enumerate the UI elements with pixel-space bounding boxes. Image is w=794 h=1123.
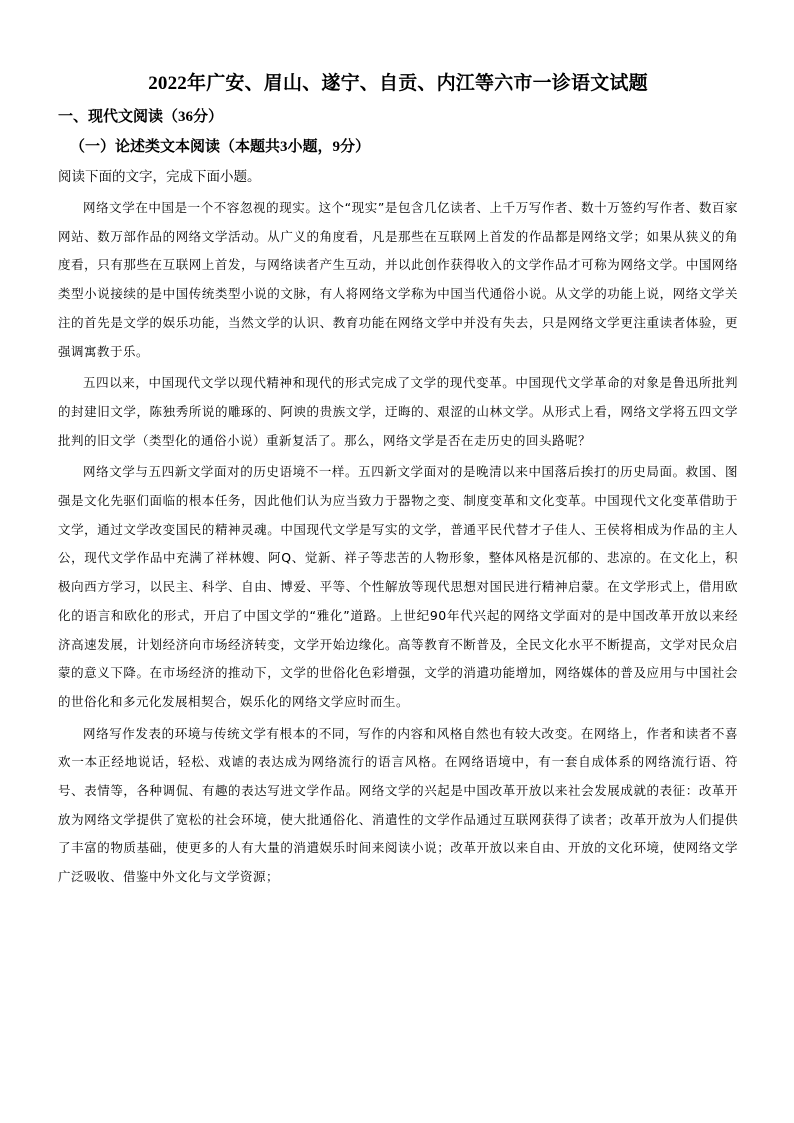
paragraph-4: 网络写作发表的环境与传统文学有根本的不同，写作的内容和风格自然也有较大改变。在网络上，作者和读者不喜欢一本正经地说话，轻松、戏谑的表达成为网络流行的语言风格。在网络语境中，有一套自成体系的网络流行语、符号、表情等，各种调侃、有趣的表达写进文学作品。网络文学的兴起是中国改革开放以来社会发展成就的表征：改革开放为网络文学提供了宽松的社会环境，使大批通俗化、消遣性的文学作品通过互联网获得了读者；改革开放为人们提供了丰富的物质基础，使更多的人有大量的消遣娱乐时间来阅读小说；改革开放以来自由、开放的文化环境，使网络文学广泛吸收、借鉴中外文化与文学资源；	[58, 725, 738, 885]
paragraph-2: 五四以来，中国现代文学以现代精神和现代的形式完成了文学的现代变革。中国现代文学革命的对象是鲁迅所批判的封建旧文学，陈独秀所说的雕琢的、阿谀的贵族文学，迂晦的、艰涩的山林文学。从形式上看，网络文学将五四文学批判的旧文学（类型化的通俗小说）重新复活了。那么，网络文学是否在走历史的回头路呢？	[58, 375, 738, 448]
paragraph-3: 网络文学与五四新文学面对的历史语境不一样。五四新文学面对的是晚清以来中国落后挨打的历史局面。救国、图强是文化先驱们面临的根本任务，因此他们认为应当致力于器物之变、制度变革和文化变革。中国现代文化变革借助于文学，通过文学改变国民的精神灵魂。中国现代文学是写实的文学，普通平民代替才子佳人、王侯将相成为作品的主人公，现代文学作品中充满了祥林嫂、阿Q、觉新、祥子等悲苦的人物形象，整体风格是沉郁的、悲凉的。在文化上，积极向西方学习，以民主、科学、自由、博爱、平等、个性解放等现代思想对国民进行精神启蒙。在文学形式上，借用欧化的语言和欧化的形式，开启了中国文学的“雅化”道路。上世纪90年代兴起的网络文学面对的是中国改革开放以来经济高速发展，计划经济向市场经济转变，文学开始边缘化。高等教育不断普及，全民文化水平不断提高，文学对民众启蒙的意义下降。在市场经济的推动下，文学的世俗化色彩增强，文学的消遣功能增加，网络媒体的普及应用与中国社会的世俗化和多元化发展相契合，娱乐化的网络文学应时而生。	[58, 464, 738, 709]
document-title: 2022年广安、眉山、遂宁、自贡、内江等六市一诊语文试题	[148, 73, 648, 94]
reading-instruction: 阅读下面的文字，完成下面小题。	[58, 169, 261, 185]
section-heading: 一、现代文阅读（36分）	[58, 109, 224, 125]
paragraph-1: 网络文学在中国是一个不容忽视的现实。这个“现实”是包含几亿读者、上千万写作者、数十万签约写作者、数百家网站、数万部作品的网络文学活动。从广义的角度看，凡是那些在互联网上首发的作品都是网络文学；如果从狭义的角度看，只有那些在互联网上首发，与网络读者产生互动，并以此创作获得收入的文学作品才可称为网络文学。中国网络类型小说接续的是中国传统类型小说的文脉，有人将网络文学称为中国当代通俗小说。从文学的功能上说，网络文学关注的首先是文学的娱乐功能，当然文学的认识、教育功能在网络文学中并没有失去，只是网络文学更注重读者体验，更强调寓教于乐。	[58, 200, 738, 359]
document-page	[58, 70, 738, 895]
subsection-heading: （一）论述类文本阅读（本题共3小题，9分）	[70, 139, 371, 155]
